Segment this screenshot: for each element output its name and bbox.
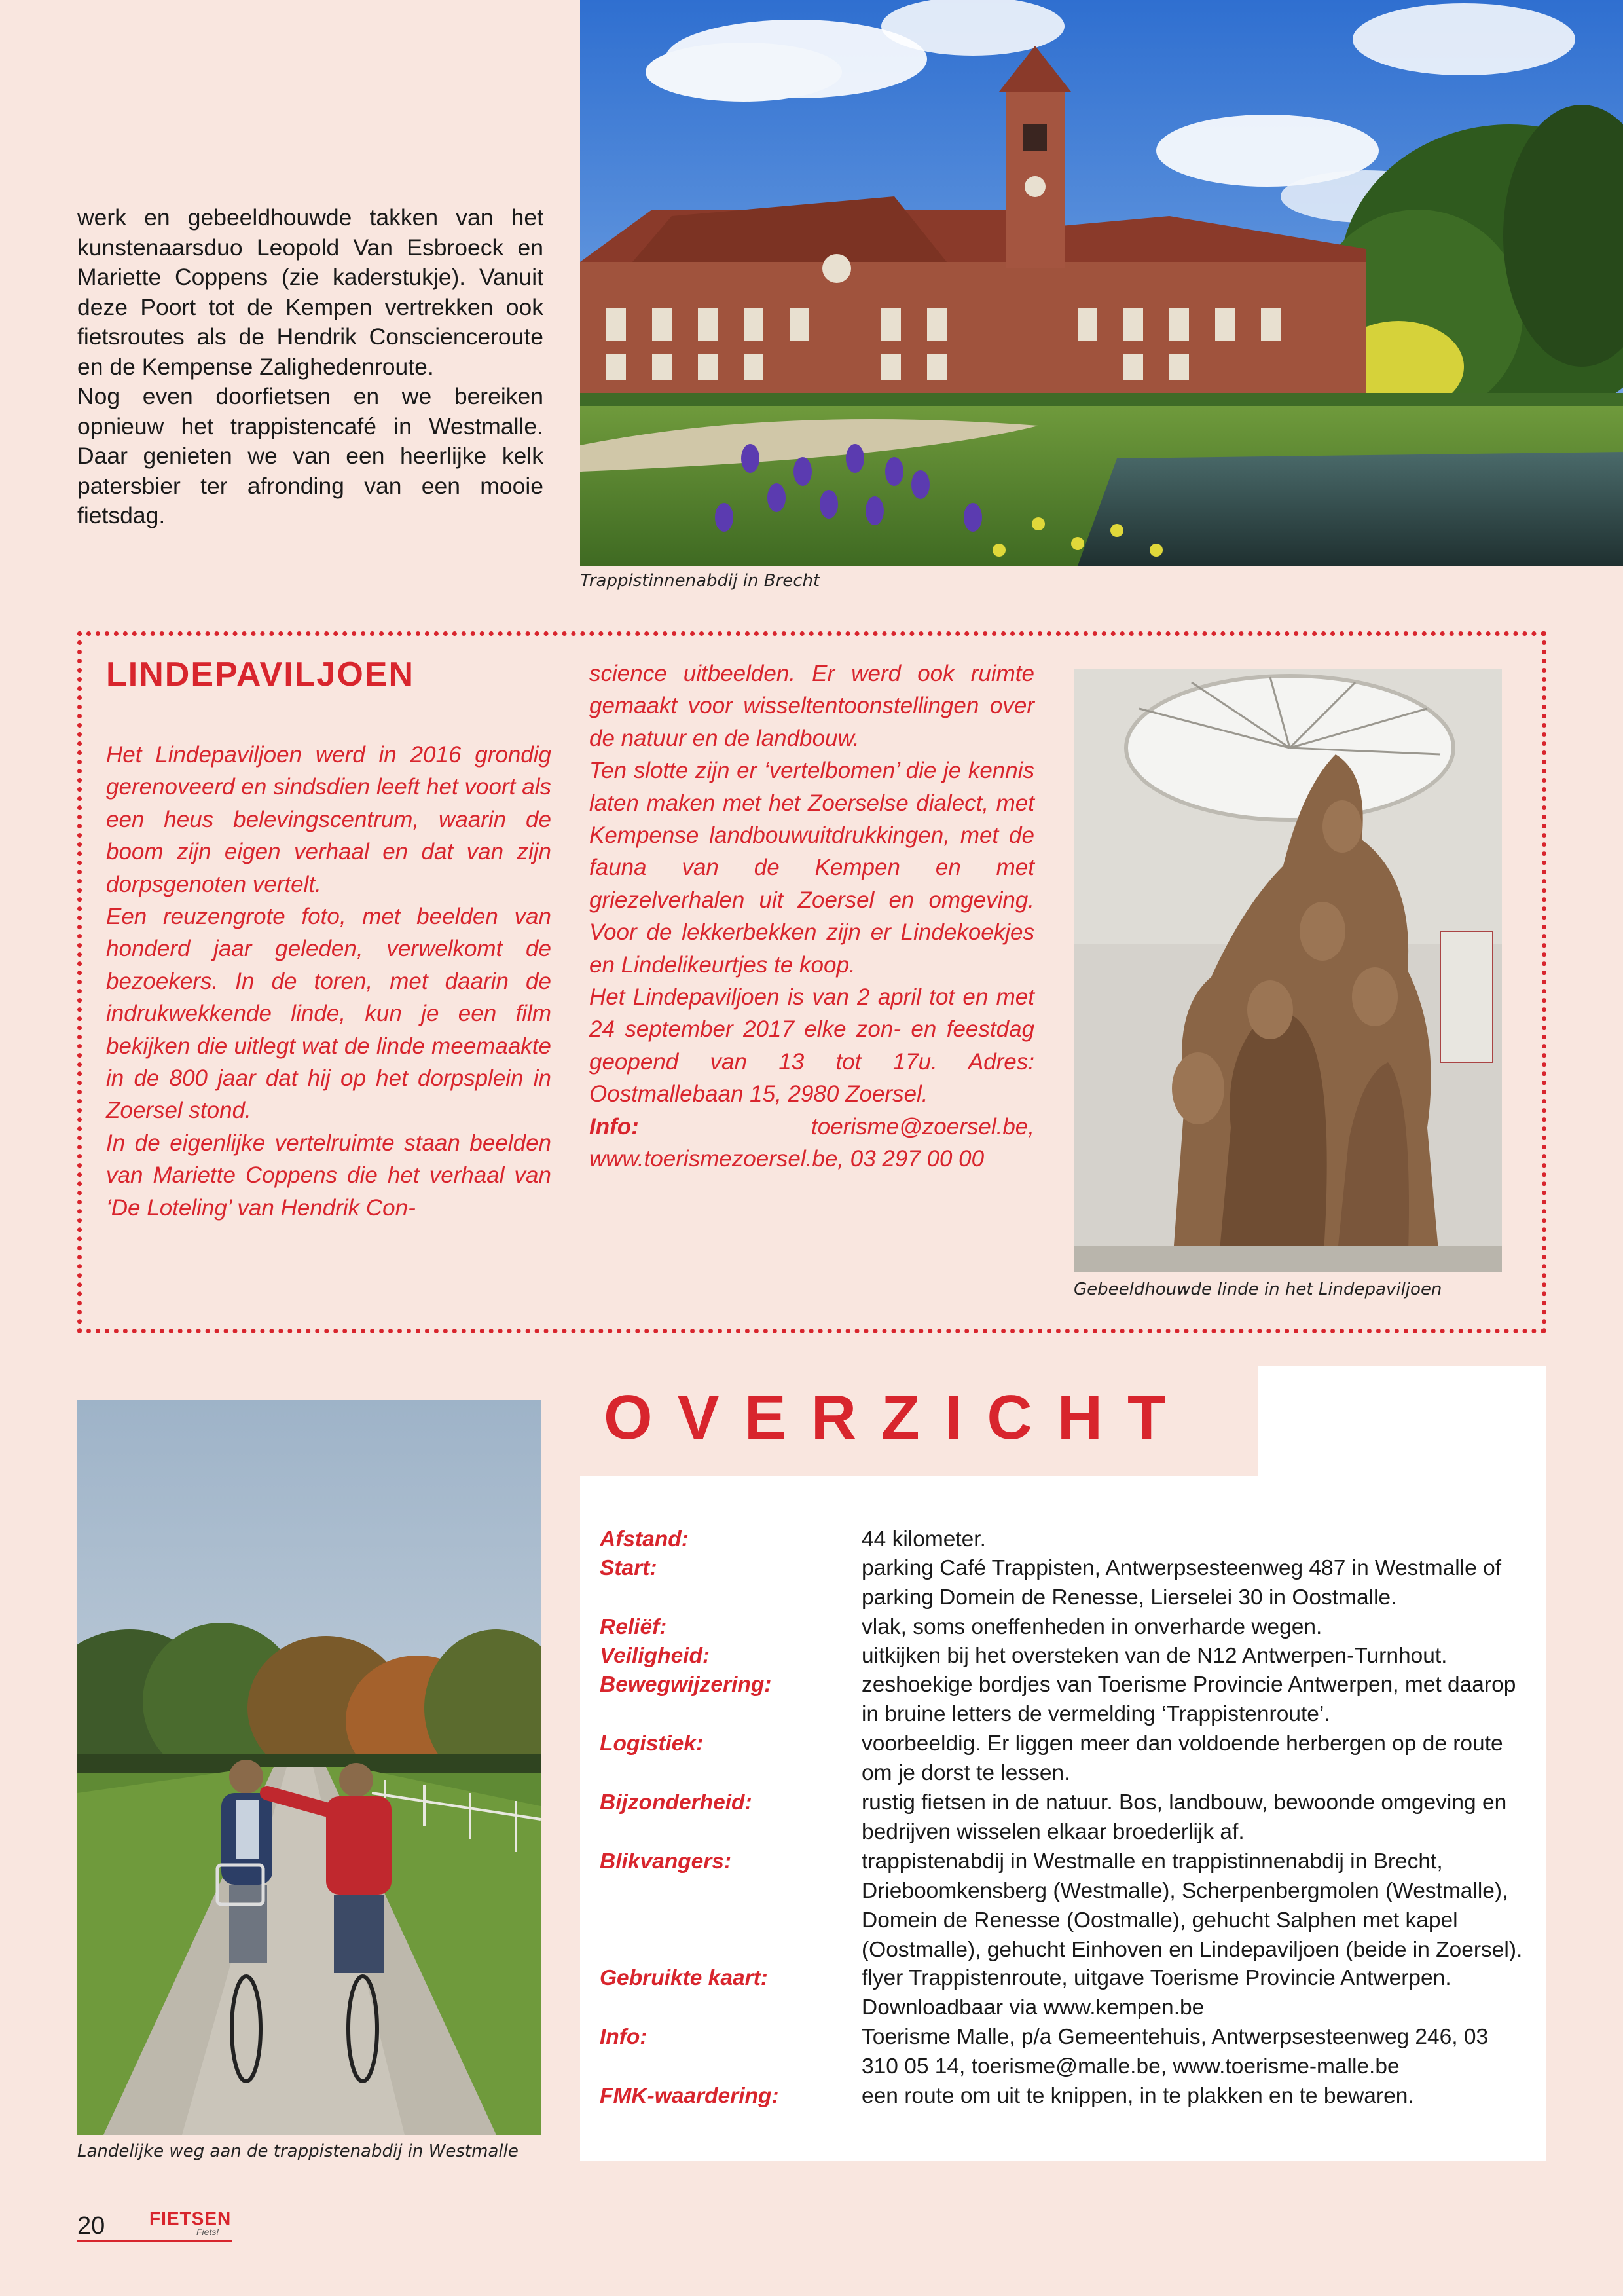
overzicht-label: Afstand: <box>600 1527 689 1551</box>
overzicht-row <box>600 1729 1529 1788</box>
abbey-photo-caption: Trappistinnenabdij in Brecht <box>580 571 820 591</box>
overzicht-row <box>600 2022 1529 2081</box>
overzicht-value: parking Café Trappisten, Antwerpsesteenweg 487 in Westmalle of parking Domein de Renesse, Lierselei 30 in Oostmalle. <box>862 1556 1502 1610</box>
overzicht-value: uitkijken bij het oversteken van de N12 Antwerpen-Turnhout. <box>862 1644 1448 1668</box>
lindepaviljoen-paragraph: In de eigenlijke vertelruimte staan beelden van Mariette Coppens die het verhaal van ‘De Loteling’ van Hendrik Con- <box>106 1130 551 1221</box>
lindepaviljoen-column-2 <box>589 657 1034 1176</box>
intro-paragraph: werk en gebeeldhouwde takken van het kunstenaarsduo Leopold Van Esbroeck en Mariette Coppens (zie kaderstukje). Vanuit deze Poort tot de Kempen vertrekken ook fietsroutes als de Hendrik Conscienceroute en de Kempense Zalighedenroute. <box>77 204 543 380</box>
overzicht-label: Bijzonderheid: <box>600 1790 752 1815</box>
overzicht-label: Info: <box>600 2025 647 2049</box>
lindepaviljoen-paragraph: Ten slotte zijn er ‘vertelbomen’ die je kennis laten maken met het Zoerselse dialect, met Kempense landbouwuitdrukkingen, met de fauna van de Kempen en met griezelverhalen uit Zoersel en omgeving. Voor de lekkerbekken zijn er Lindekoekjes en Lindelikeurtjes te koop. <box>589 758 1034 978</box>
road-photo <box>77 1400 541 2135</box>
overzicht-label: Blikvangers: <box>600 1849 732 1874</box>
overzicht-value: trappistenabdij in Westmalle en trappistinnenabdij in Brecht, Drieboomkensberg (Westmalle), Scherpenbergmolen (Westmalle), Domein de Renesse (Oostmalle), gehucht Salphen met kapel (Oostmalle), gehucht Einhoven en Lindepaviljoen (beide in Zoersel). <box>862 1849 1523 1962</box>
intro-paragraph: Nog even doorfietsen en we bereiken opnieuw het trappistencafé in Westmalle. Daar genieten we van een heerlijke kelk patersbier ter afronding van een mooie fietsdag. <box>77 383 543 528</box>
road-photo-caption: Landelijke weg aan de trappistenabdij in Westmalle <box>77 2141 519 2161</box>
footer-divider <box>77 2240 232 2242</box>
overzicht-row <box>600 1612 1529 1642</box>
linde-sculpture-photo <box>1074 669 1502 1272</box>
lindepaviljoen-paragraph: Het Lindepaviljoen werd in 2016 grondig gerenoveerd en sindsdien leeft het voort als een heus belevingscentrum, waarin de boom zijn eigen verhaal en dat van zijn dorpsgenoten vertelt. <box>106 742 551 897</box>
magazine-logo-sub: Fiets! <box>196 2227 219 2237</box>
magazine-logo: FIETSEN <box>149 2208 232 2229</box>
overzicht-row <box>600 1553 1529 1612</box>
overzicht-label: Start: <box>600 1556 657 1580</box>
lindepaviljoen-title: LINDEPAVILJOEN <box>106 656 415 694</box>
abbey-photo <box>580 0 1623 566</box>
overzicht-value: rustig fietsen in de natuur. Bos, landbouw, bewoonde omgeving en bedrijven wisselen elkaar broederlijk af. <box>862 1790 1507 1844</box>
overzicht-value: 44 kilometer. <box>862 1527 986 1551</box>
overzicht-label: Gebruikte kaart: <box>600 1966 768 1990</box>
overzicht-row <box>600 1670 1529 1729</box>
lindepaviljoen-info <box>589 1111 1034 1176</box>
overzicht-value: voorbeeldig. Er liggen meer dan voldoende herbergen op de route om je dorst te lessen. <box>862 1731 1503 1785</box>
overzicht-value: vlak, soms oneffenheden in onverharde wegen. <box>862 1615 1322 1639</box>
info-text: toerisme@zoersel.be, www.toerismezoersel.be, 03 297 00 00 <box>589 1113 1034 1172</box>
overzicht-value: zeshoekige bordjes van Toerisme Provincie Antwerpen, met daarop in bruine letters de vermelding ‘Trappistenroute’. <box>862 1673 1516 1726</box>
overzicht-label: Reliëf: <box>600 1615 667 1639</box>
overzicht-row <box>600 2081 1529 2111</box>
overzicht-label: Veiligheid: <box>600 1644 710 1668</box>
overzicht-row <box>600 1641 1529 1671</box>
overzicht-value: Toerisme Malle, p/a Gemeentehuis, Antwerpsesteenweg 246, 03 310 05 14, toerisme@malle.be, www.toerisme-malle.be <box>862 2025 1489 2079</box>
overzicht-label: Bewegwijzering: <box>600 1673 772 1697</box>
lindepaviljoen-paragraph: Een reuzengrote foto, met beelden van honderd jaar geleden, verwelkomt de bezoekers. In de toren, met daarin de indrukwekkende linde, kun je een film bekijken die uitlegt wat de linde meemaakte in de 800 jaar dat hij op het dorpsplein in Zoersel stond. <box>106 904 551 1124</box>
overzicht-value: flyer Trappistenroute, uitgave Toerisme Provincie Antwerpen. Downloadbaar via www.kempen.be <box>862 1966 1451 2020</box>
overzicht-label: Logistiek: <box>600 1731 704 1756</box>
overzicht-row <box>600 1788 1529 1847</box>
lindepaviljoen-paragraph: science uitbeelden. Er werd ook ruimte gemaakt voor wisseltentoonstellingen over de natuur en de landbouw. <box>589 661 1034 751</box>
lindepaviljoen-column-1 <box>106 739 551 1224</box>
overzicht-row <box>600 1963 1529 2022</box>
info-label: Info: <box>589 1113 639 1139</box>
lindepaviljoen-paragraph: Het Lindepaviljoen is van 2 april tot en met 24 september 2017 elke zon- en feestdag geopend van 13 tot 17u. Adres: Oostmallebaan 15, 2980 Zoersel. <box>589 984 1034 1107</box>
linde-photo-caption: Gebeeldhouwde linde in het Lindepaviljoen <box>1074 1280 1442 1299</box>
intro-text <box>77 203 543 531</box>
overzicht-title: OVERZICHT <box>604 1382 1191 1453</box>
overzicht-row <box>600 1525 1529 1554</box>
overzicht-row <box>600 1847 1529 1963</box>
overzicht-value: een route om uit te knippen, in te plakken en te bewaren. <box>862 2084 1414 2108</box>
overzicht-label: FMK-waardering: <box>600 2084 779 2108</box>
page-number: 20 <box>77 2212 105 2240</box>
